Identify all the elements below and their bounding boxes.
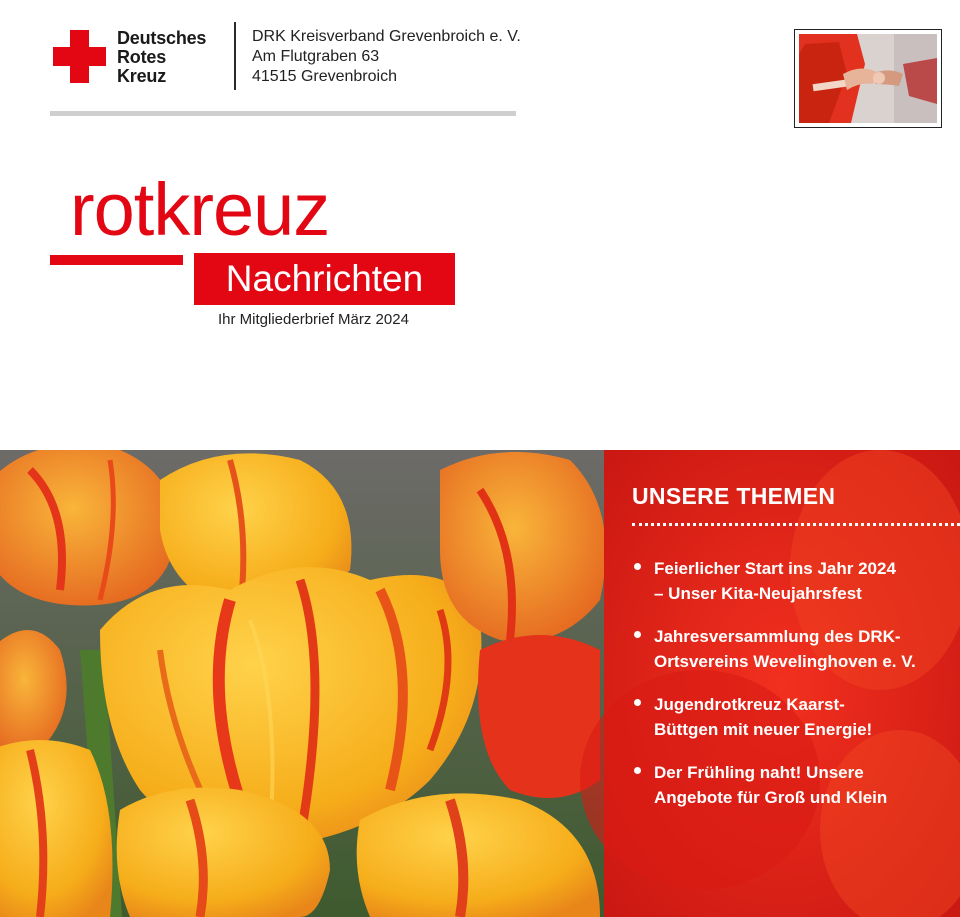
org-wordmark-line: Kreuz [117,66,167,86]
topic-item [632,624,954,674]
topic-line: Der Frühling naht! Unsere [654,763,864,782]
org-wordmark [117,29,206,86]
topic-line: Feierlicher Start ins Jahr 2024 [654,559,896,578]
masthead-label-box [194,253,455,305]
masthead-underline [50,255,183,265]
topic-line: Jugendrotkreuz Kaarst- [654,695,845,714]
bullet-icon [634,631,641,638]
topic-line: Ortsvereins Wevelinghoven e. V. [654,652,916,671]
topics-dotted-rule [632,523,960,526]
topic-item [632,760,954,810]
org-wordmark-line: Deutsches [117,28,207,48]
bullet-icon [634,699,641,706]
red-cross-logo-icon [53,30,106,83]
org-wordmark-line: Rotes [117,47,167,67]
topic-line: Büttgen mit neuer Energie! [654,720,873,739]
topics-list [632,556,954,828]
header-rule [50,111,516,116]
topic-item [632,556,954,606]
address-line: 41515 Grevenbroich [252,68,397,85]
topics-heading: UNSERE THEMEN [632,483,836,509]
hero-section [0,450,960,917]
masthead-label: Nachrichten [225,258,424,299]
masthead-title: rotkreuz [70,168,330,251]
helpers-photo [794,29,942,128]
issue-subtitle: Ihr Mitgliederbrief März 2024 [218,311,409,328]
address-line: Am Flutgraben 63 [252,48,380,65]
topic-item [632,692,954,742]
header-divider [234,22,236,90]
bullet-icon [634,563,641,570]
topic-line: Jahresversammlung des DRK- [654,627,901,646]
address-line: DRK Kreisverband Grevenbroich e. V. [252,28,521,45]
bullet-icon [634,767,641,774]
topic-line: Angebote für Groß und Klein [654,788,888,807]
sender-address [252,27,521,87]
topics-panel [604,450,960,917]
topic-line: – Unser Kita-Neujahrsfest [654,584,862,603]
